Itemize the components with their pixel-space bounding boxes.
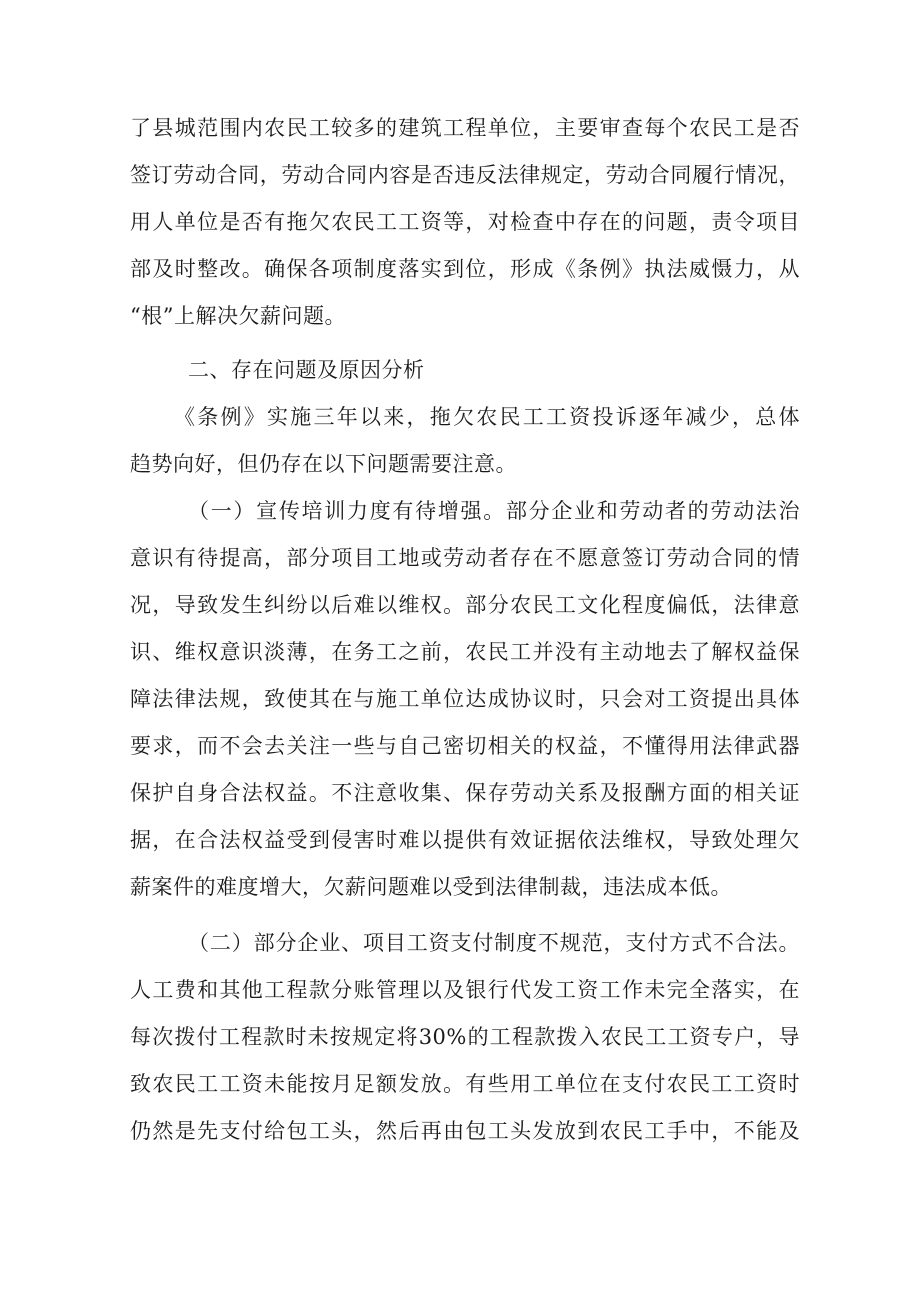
paragraph-2-line-1: 《条例》实施三年以来，拖欠农民工工资投诉逐年减少，总体 (174, 405, 800, 429)
paragraph-4-line-2: 人工费和其他工程款分账管理以及银行代发工资工作未完全落实，在 (130, 978, 800, 1002)
paragraph-3-line-8: 据，在合法权益受到侵害时难以提供有效证据依法维权，导致处理欠 (130, 828, 800, 852)
paragraph-3-line-6: 要求，而不会去关注一些与自己密切相关的权益，不懂得用法律武器 (130, 734, 800, 758)
section-heading: 二、存在问题及原因分析 (188, 358, 425, 382)
paragraph-3-line-3: 况，导致发生纠纷以后难以维权。部分农民工文化程度偏低，法律意 (130, 593, 800, 617)
paragraph-2-line-2: 趋势向好，但仍存在以下问题需要注意。 (130, 452, 517, 476)
paragraph-4-line-3: 每次拨付工程款时未按规定将30%的工程款拨入农民工工资专户，导 (130, 1025, 800, 1049)
paragraph-3-line-9: 薪案件的难度增大，欠薪问题难以受到法律制裁，违法成本低。 (130, 875, 732, 899)
paragraph-1-line-4: 部及时整改。确保各项制度落实到位，形成《条例》执法威慑力，从 (130, 257, 800, 281)
paragraph-1-line-3: 用人单位是否有拖欠农民工工资等，对检查中存在的问题，责令项目 (130, 210, 800, 234)
paragraph-4-line-4: 致农民工工资未能按月足额发放。有些用工单位在支付农民工工资时 (130, 1072, 800, 1096)
paragraph-1-line-5: “根”上解决欠薪问题。 (130, 304, 346, 328)
paragraph-3-line-5: 障法律法规，致使其在与施工单位达成协议时，只会对工资提出具体 (130, 687, 800, 711)
paragraph-4-line-5: 仍然是先支付给包工头，然后再由包工头发放到农民工手中，不能及 (130, 1119, 800, 1143)
paragraph-1-line-1: 了县城范围内农民工较多的建筑工程单位，主要审查每个农民工是否 (130, 116, 800, 140)
paragraph-3-line-1: （一）宣传培训力度有待增强。部分企业和劳动者的劳动法治 (188, 499, 800, 523)
paragraph-3-line-7: 保护自身合法权益。不注意收集、保存劳动关系及报酬方面的相关证 (130, 781, 800, 805)
paragraph-3-line-2: 意识有待提高，部分项目工地或劳动者存在不愿意签订劳动合同的情 (130, 546, 800, 570)
paragraph-1-line-2: 签订劳动合同，劳动合同内容是否违反法律规定，劳动合同履行情况， (130, 163, 800, 187)
paragraph-4-line-1: （二）部分企业、项目工资支付制度不规范，支付方式不合法。 (188, 931, 800, 955)
paragraph-3-line-4: 识、维权意识淡薄，在务工之前，农民工并没有主动地去了解权益保 (130, 640, 800, 664)
